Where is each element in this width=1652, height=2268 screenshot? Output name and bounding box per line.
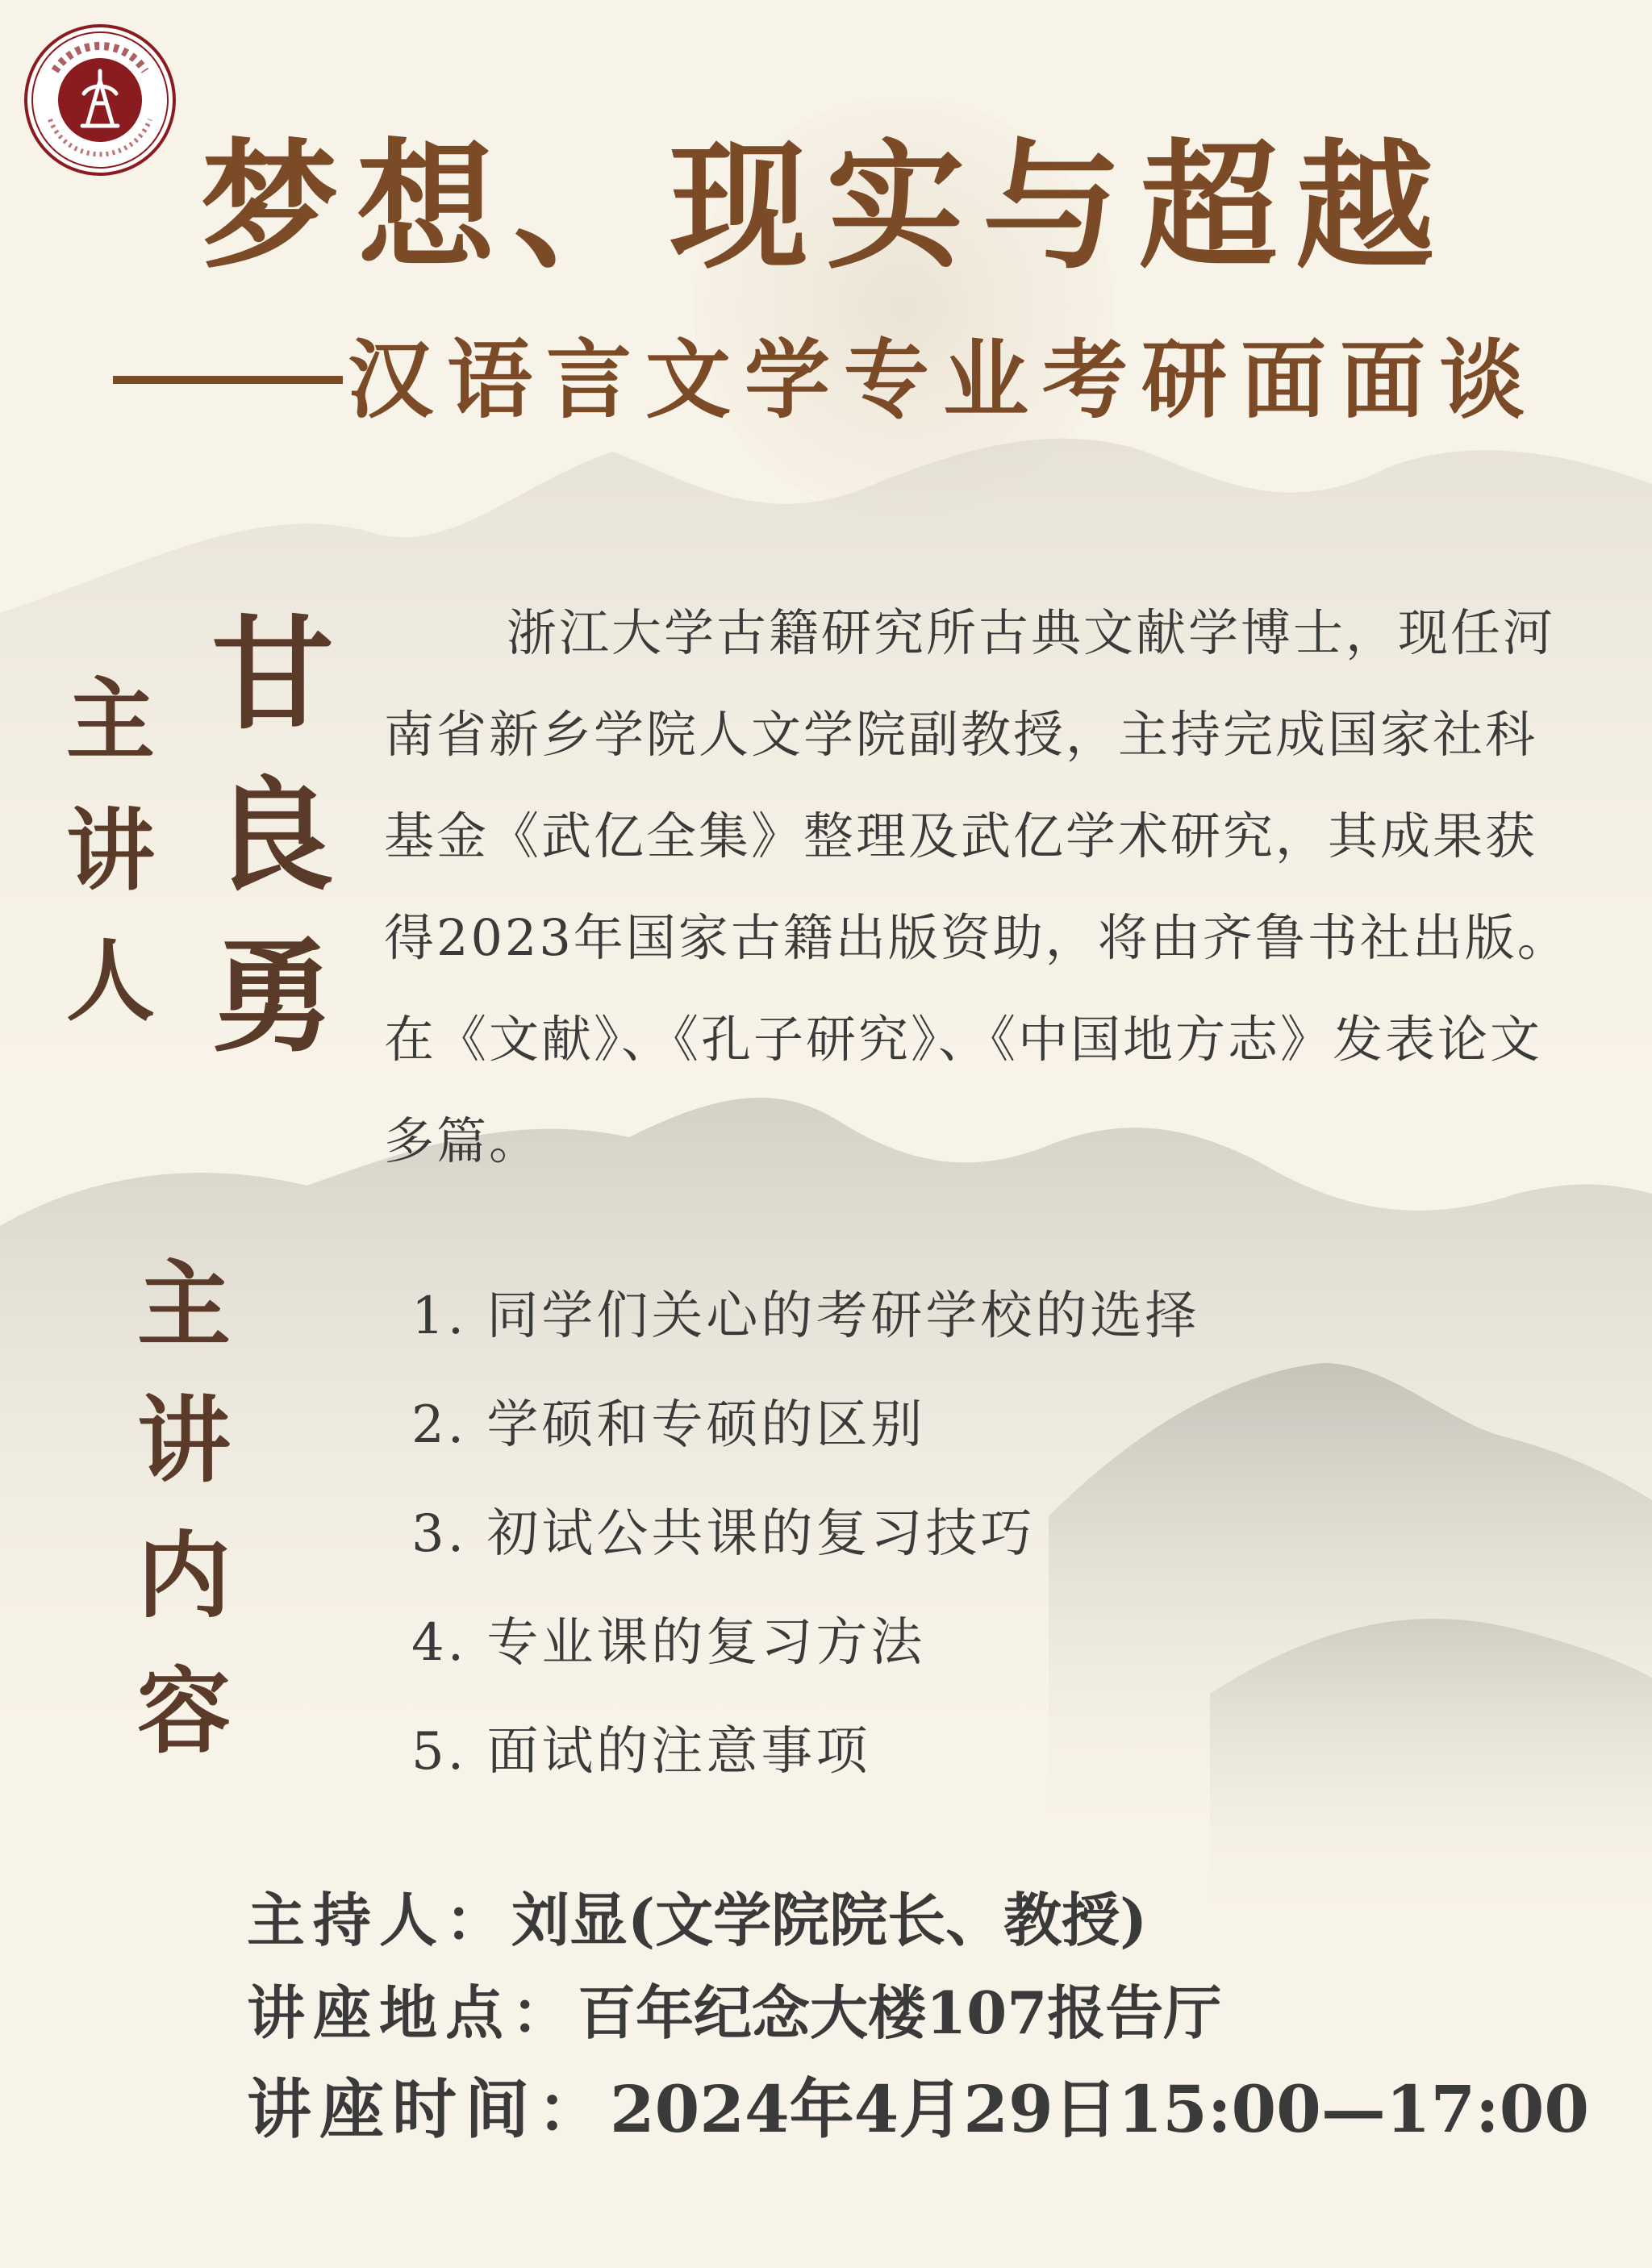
topic-item: 4. 专业课的复习方法 (411, 1613, 926, 1673)
speaker-label (66, 668, 155, 1068)
topic-item: 3. 初试公共课的复习技巧 (411, 1504, 1036, 1564)
topic-item: 5. 面试的注意事项 (411, 1722, 871, 1782)
host-line (247, 1886, 1634, 1954)
time-line (247, 2071, 1634, 2147)
speaker-label-char: 人 (66, 929, 155, 1033)
content-label-char: 讲 (137, 1386, 231, 1495)
content-label-char: 主 (137, 1250, 231, 1360)
speaker-label-char: 主 (66, 668, 155, 772)
host-label: 主持人： (247, 1886, 512, 1954)
poster-title: 梦想、现实与超越 (200, 124, 1452, 288)
host-value: 刘显(文学院院长、教授) (511, 1886, 1148, 1954)
poster-subtitle (113, 329, 1549, 430)
speaker-name-char: 甘 (211, 602, 334, 746)
venue-value: 百年纪念大楼107报告厅 (578, 1978, 1222, 2047)
content-label-char: 内 (137, 1521, 231, 1631)
near-hill-right (1210, 1619, 1652, 1936)
time-label: 讲座时间： (247, 2071, 610, 2147)
content-label-char: 容 (137, 1657, 231, 1766)
venue-label: 讲座地点： (247, 1978, 578, 2047)
speaker-name-char: 勇 (211, 924, 334, 1069)
subtitle-dash (113, 376, 343, 384)
time-value: 2024年4月29日15:00—17:00 (610, 2071, 1590, 2147)
speaker-name (211, 602, 334, 1097)
speaker-name-char: 良 (211, 763, 334, 907)
topic-item: 1. 同学们关心的考研学校的选择 (411, 1286, 1200, 1346)
speaker-label-char: 讲 (66, 798, 155, 903)
subtitle-text: 汉语言文学专业考研面面谈 (348, 329, 1538, 430)
venue-line (247, 1978, 1634, 2047)
topic-list (411, 1262, 1199, 1807)
content-label (137, 1250, 231, 1800)
speaker-bio: 浙江大学古籍研究所古典文献学博士，现任河南省新乡学院人文学院副教授，主持完成国家社科基金《武亿全集》整理及武亿学术研究，其成果获得2023年国家古籍出版资助，将由齐鲁书社出版。在《文献》、《孔子研究》、《中国地方志》发表论文多篇。 (384, 603, 1570, 1170)
topic-item: 2. 学硕和专硕的区别 (411, 1395, 926, 1455)
